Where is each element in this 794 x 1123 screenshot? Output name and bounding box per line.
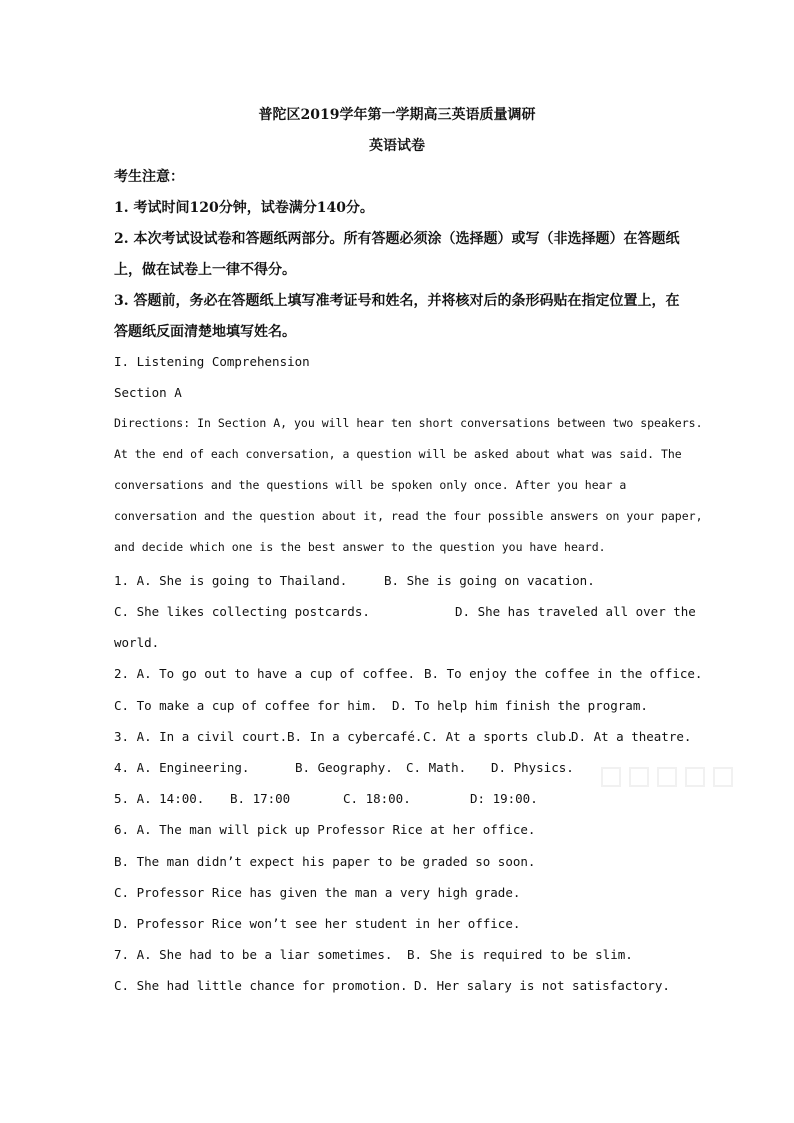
q6-option-b: B. The man didn’t expect his paper to be graded so soon. [114, 854, 536, 869]
q3-option-c: C. At a sports club. [423, 729, 574, 744]
watermark-logo [600, 762, 750, 792]
q7-option-b: B. She is required to be slim. [407, 947, 633, 962]
directions-line: At the end of each conversation, a question will be asked about what was said. The [114, 447, 682, 461]
exam-subtitle: 英语试卷 [369, 138, 425, 154]
directions-line: and decide which one is the best answer to the question you have heard. [114, 540, 606, 554]
q6-option-c: C. Professor Rice has given the man a very high grade. [114, 885, 521, 900]
q2-option-d: D. To help him finish the program. [392, 698, 648, 713]
q4-option-b: B. Geography. [295, 760, 393, 775]
q1-option-b: B. She is going on vacation. [384, 573, 595, 588]
q1-option-d: D. She has traveled all over the [455, 604, 696, 619]
q5-option-a: 5. A. 14:00. [114, 791, 205, 806]
q6-option-a: 6. A. The man will pick up Professor Rice at her office. [114, 822, 536, 837]
q3-option-b: B. In a cybercafé. [287, 729, 423, 744]
q5-option-b: B. 17:00 [230, 791, 291, 806]
q5-option-c: C. 18:00. [343, 791, 411, 806]
q6-option-d: D. Professor Rice won’t see her student in her office. [114, 916, 521, 931]
notice-item-3-line-2: 答题纸反面清楚地填写姓名。 [114, 324, 296, 340]
notice-item-1: 1. 考试时间120分钟，试卷满分140分。 [114, 200, 374, 216]
q7-option-a: 7. A. She had to be a liar sometimes. [114, 947, 393, 962]
notice-item-2-line-1: 2. 本次考试设试卷和答题纸两部分。所有答题必须涂（选择题）或写（非选择题）在答题纸 [114, 231, 680, 247]
q5-option-d: D: 19:00. [470, 791, 538, 806]
q1-option-c: C. She likes collecting postcards. [114, 604, 370, 619]
section-heading: Section A [114, 385, 182, 400]
q2-option-c: C. To make a cup of coffee for him. [114, 698, 378, 713]
exam-title: 普陀区2019学年第一学期高三英语质量调研 [258, 107, 536, 123]
q7-option-c: C. She had little chance for promotion. [114, 978, 408, 993]
q4-option-c: C. Math. [406, 760, 467, 775]
q1-option-d-continued: world. [114, 635, 160, 650]
notice-item-3-line-1: 3. 答题前，务必在答题纸上填写准考证号和姓名，并将核对后的条形码贴在指定位置上，在 [114, 293, 680, 309]
directions-line: Directions: In Section A, you will hear ten short conversations between two speakers. [114, 416, 703, 430]
notice-item-2-line-2: 上，做在试卷上一律不得分。 [114, 262, 296, 278]
directions-line: conversation and the question about it, read the four possible answers on your paper, [114, 509, 703, 523]
q4-option-d: D. Physics. [491, 760, 574, 775]
notice-heading: 考生注意： [114, 169, 184, 185]
directions-line: conversations and the questions will be spoken only once. After you hear a [114, 478, 627, 492]
q4-option-a: 4. A. Engineering. [114, 760, 250, 775]
part-heading: I. Listening Comprehension [114, 354, 310, 369]
q3-option-d: D. At a theatre. [571, 729, 692, 744]
q3-option-a: 3. A. In a civil court. [114, 729, 288, 744]
q7-option-d: D. Her salary is not satisfactory. [414, 978, 670, 993]
q1-option-a: 1. A. She is going to Thailand. [114, 573, 348, 588]
q2-option-b: B. To enjoy the coffee in the office. [424, 666, 703, 681]
q2-option-a: 2. A. To go out to have a cup of coffee. [114, 666, 416, 681]
